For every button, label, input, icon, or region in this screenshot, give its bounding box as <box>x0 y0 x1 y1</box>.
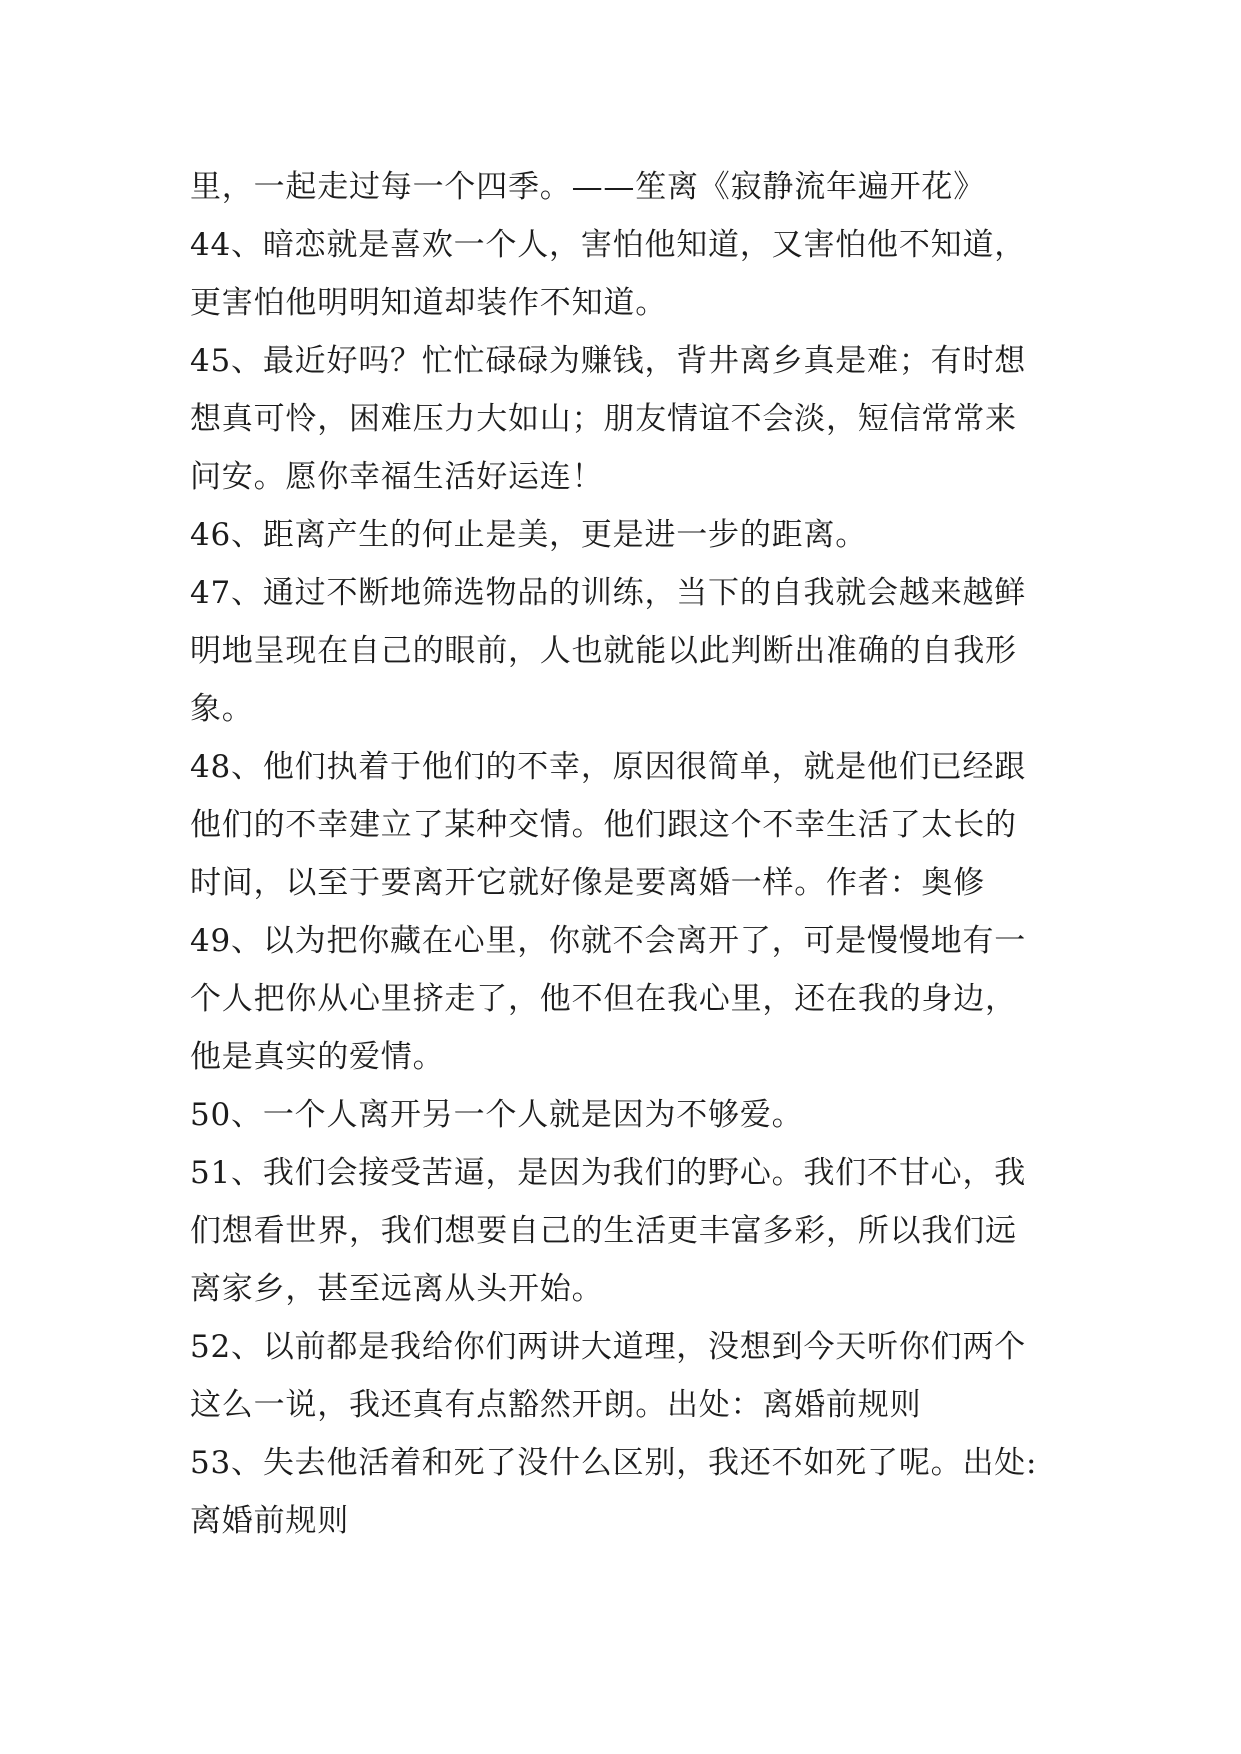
text-line: 51、我们会接受苦逼，是因为我们的野心。我们不甘心，我 <box>190 1155 1027 1191</box>
text-line: 个人把你从心里挤走了，他不但在我心里，还在我的身边， <box>190 981 1017 1017</box>
text-line: 里，一起走过每一个四季。——笙离《寂静流年遍开花》 <box>190 169 985 205</box>
text-line: 他是真实的爱情。 <box>190 1039 445 1075</box>
text-line: 45、最近好吗？忙忙碌碌为赚钱，背井离乡真是难；有时想 <box>190 343 1027 379</box>
text-line: 时间，以至于要离开它就好像是要离婚一样。作者：奥修 <box>190 865 985 901</box>
text-line: 这么一说，我还真有点豁然开朗。出处：离婚前规则 <box>190 1387 922 1423</box>
text-line: 46、距离产生的何止是美，更是进一步的距离。 <box>190 517 868 553</box>
text-line: 53、失去他活着和死了没什么区别，我还不如死了呢。出处: <box>190 1445 1038 1481</box>
document-body <box>190 158 1090 1550</box>
text-line: 他们的不幸建立了某种交情。他们跟这个不幸生活了太长的 <box>190 807 1017 843</box>
text-line: 52、以前都是我给你们两讲大道理，没想到今天听你们两个 <box>190 1329 1027 1365</box>
text-line: 想真可怜，困难压力大如山；朋友情谊不会淡，短信常常来 <box>190 401 1017 437</box>
text-line: 们想看世界，我们想要自己的生活更丰富多彩，所以我们远 <box>190 1213 1017 1249</box>
text-line: 问安。愿你幸福生活好运连！ <box>190 459 604 495</box>
text-line: 离婚前规则 <box>190 1503 349 1539</box>
text-line: 象。 <box>190 691 254 727</box>
text-line: 明地呈现在自己的眼前，人也就能以此判断出准确的自我形 <box>190 633 1017 669</box>
text-line: 48、他们执着于他们的不幸，原因很简单，就是他们已经跟 <box>190 749 1027 785</box>
text-line: 更害怕他明明知道却装作不知道。 <box>190 285 667 321</box>
text-line: 47、通过不断地筛选物品的训练，当下的自我就会越来越鲜 <box>190 575 1027 611</box>
text-line: 50、一个人离开另一个人就是因为不够爱。 <box>190 1097 804 1133</box>
text-line: 44、暗恋就是喜欢一个人，害怕他知道，又害怕他不知道， <box>190 227 1027 263</box>
text-line: 离家乡，甚至远离从头开始。 <box>190 1271 604 1307</box>
text-line: 49、以为把你藏在心里，你就不会离开了，可是慢慢地有一 <box>190 923 1027 959</box>
